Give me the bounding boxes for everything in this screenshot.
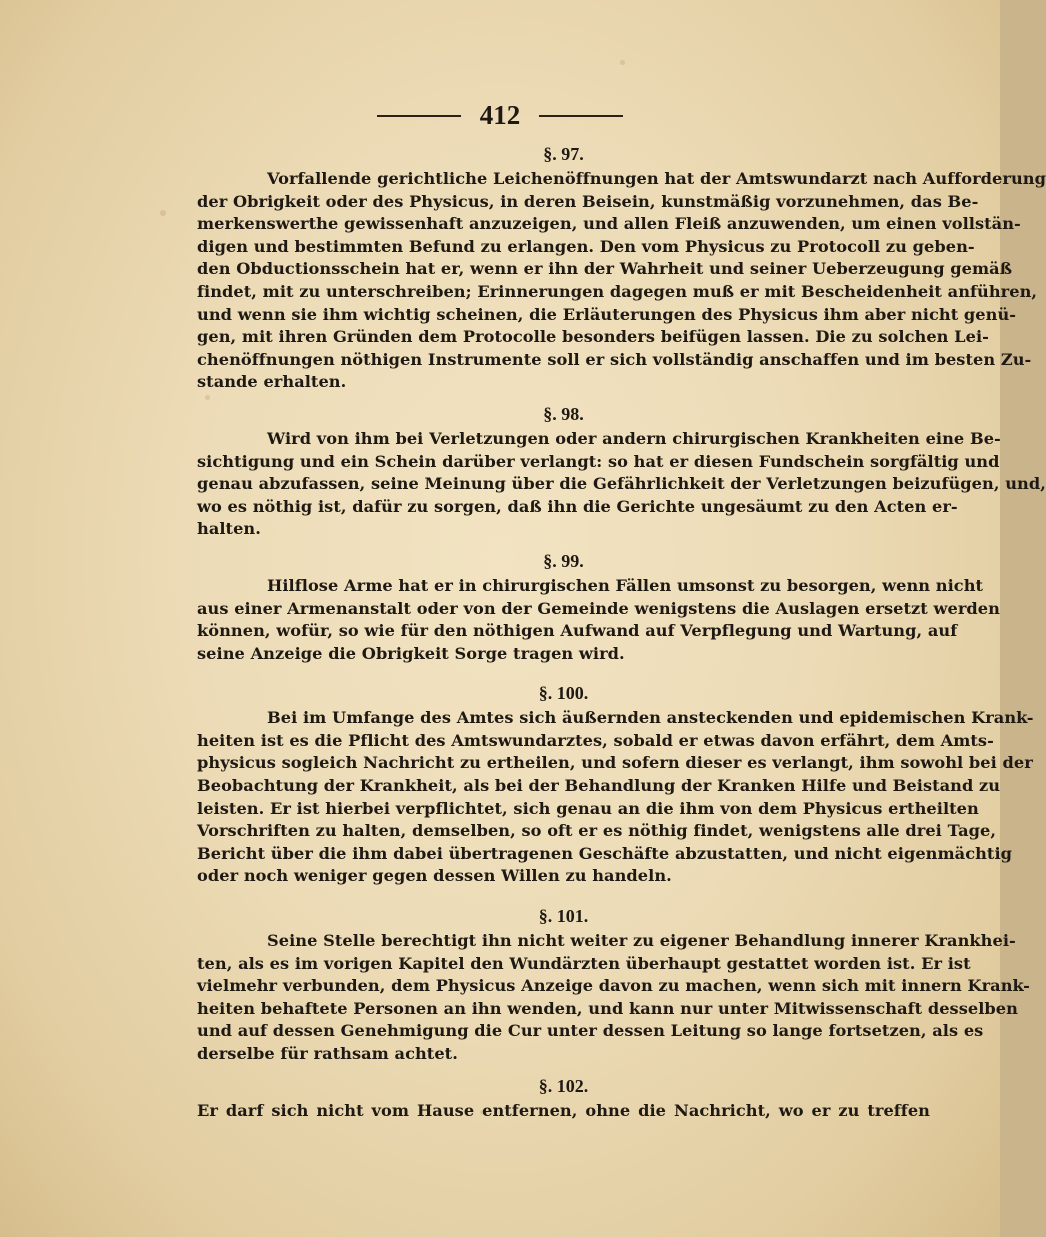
text-line: oder noch weniger gegen dessen Willen zu handeln. [197, 866, 672, 886]
text-line: Hilflose Arme hat er in chirurgischen Fällen umsonst zu besorgen, wenn nicht [267, 575, 984, 595]
section-paragraph [197, 930, 1030, 1066]
section-paragraph [197, 428, 1046, 541]
header-rule-left [377, 115, 461, 117]
text-line: der Obrigkeit oder des Physicus, in deren Beisein, kunstmäßig vorzunehmen, das Be- [197, 191, 979, 211]
text-line: Bei im Umfange des Amtes sich äußernden ansteckenden und epidemischen Krank- [267, 708, 1034, 728]
text-line: ten, als es im vorigen Kapitel den Wundärzten überhaupt gestattet worden ist. Er ist [197, 953, 971, 973]
text-line: und auf dessen Genehmigung die Cur unter dessen Leitung so lange fortsetzen, als es [197, 1021, 984, 1041]
section-heading: §. 99. [543, 550, 584, 571]
text-line: digen und bestimmten Befund zu erlangen. Den vom Physicus zu Protocoll zu geben- [197, 236, 975, 256]
section-heading: §. 102. [538, 1075, 589, 1096]
section-paragraph [197, 707, 1034, 888]
section-heading: §. 97. [543, 144, 584, 164]
text-line: vielmehr verbunden, dem Physicus Anzeige davon zu machen, wenn sich mit innern Krank- [197, 976, 1030, 996]
section-heading: §. 98. [543, 403, 584, 424]
text-line: physicus sogleich Nachricht zu ertheilen, und sofern dieser es verlangt, ihm sowohl bei der [197, 753, 1033, 773]
text-line: können, wofür, so wie für den nöthigen Aufwand auf Verpflegung und Wartung, auf [197, 621, 958, 641]
paper-stain [620, 60, 625, 65]
text-line: und wenn sie ihm wichtig scheinen, die Erläuterungen des Physicus ihm aber nicht genü- [197, 304, 1017, 324]
text-line: genau abzufassen, seine Meinung über die Gefährlichkeit der Verletzungen beizufügen, und, [197, 474, 1046, 494]
section-paragraph [197, 575, 1000, 665]
text-line: stande erhalten. [197, 372, 347, 392]
text-line: Wird von ihm bei Verletzungen oder andern chirurgischen Krankheiten eine Be- [267, 428, 1001, 448]
paper-stain [160, 210, 166, 216]
text-line: sichtigung und ein Schein darüber verlangt: so hat er diesen Fundschein sorgfältig und [197, 451, 1000, 471]
text-line: heiten behaftete Personen an ihn wenden, und kann nur unter Mitwissenschaft desselben [197, 998, 1018, 1018]
text-line: heiten ist es die Pflicht des Amtswundarztes, sobald er etwas davon erfährt, dem Amts- [197, 730, 994, 750]
text-line: findet, mit zu unterschreiben; Erinnerungen dagegen muß er mit Bescheidenheit anführen, [197, 281, 1038, 301]
section-paragraph [197, 1100, 930, 1123]
text-line: derselbe für rathsam achtet. [197, 1044, 458, 1063]
text-line: den Obductionsschein hat er, wenn er ihn der Wahrheit und seiner Ueberzeugung gemäß [197, 259, 1013, 279]
page-header [0, 100, 1000, 136]
header-rule-right [539, 115, 623, 117]
section-paragraph [197, 168, 1046, 394]
text-line: leisten. Er ist hierbei verpflichtet, sich genau an die ihm von dem Physicus ertheilten [197, 798, 979, 818]
text-line: chenöffnungen nöthigen Instrumente soll er sich vollständig anschaffen und im besten Zu- [197, 349, 1032, 369]
text-line: seine Anzeige die Obrigkeit Sorge tragen wird. [197, 643, 625, 663]
text-line: wo es nöthig ist, dafür zu sorgen, daß ihn die Gerichte ungesäumt zu den Acten er- [197, 496, 958, 516]
text-line: merkenswerthe gewissenhaft anzuzeigen, und allen Fleiß anzuwenden, um einen vollstän- [197, 214, 1021, 234]
text-line: Vorschriften zu halten, demselben, so oft er es nöthig findet, wenigstens alle drei Tage, [197, 821, 997, 841]
page-number: 412 [479, 100, 521, 130]
text-line: Beobachtung der Krankheit, als bei der Behandlung der Kranken Hilfe und Beistand zu [197, 776, 1001, 796]
text-line: gen, mit ihren Gründen dem Protocolle besonders beifügen lassen. Die zu solchen Lei- [197, 327, 989, 347]
text-line: Bericht über die ihm dabei übertragenen Geschäfte abzustatten, und nicht eigenmächtig [197, 843, 1013, 863]
text-line: aus einer Armenanstalt oder von der Gemeinde wenigstens die Auslagen ersetzt werden [197, 598, 1000, 618]
section-heading: §. 101. [538, 906, 589, 927]
text-line: halten. [197, 519, 261, 539]
section-heading: §. 100. [538, 683, 589, 704]
page-body [197, 140, 1046, 1122]
text-line: Er darf sich nicht vom Hause entfernen, ohne die Nachricht, wo er zu treffen [197, 1100, 930, 1120]
text-line: Vorfallende gerichtliche Leichenöffnungen hat der Amtswundarzt nach Aufforderung [267, 169, 1046, 188]
text-line: Seine Stelle berechtigt ihn nicht weiter zu eigener Behandlung innerer Krankhei- [267, 931, 1016, 951]
